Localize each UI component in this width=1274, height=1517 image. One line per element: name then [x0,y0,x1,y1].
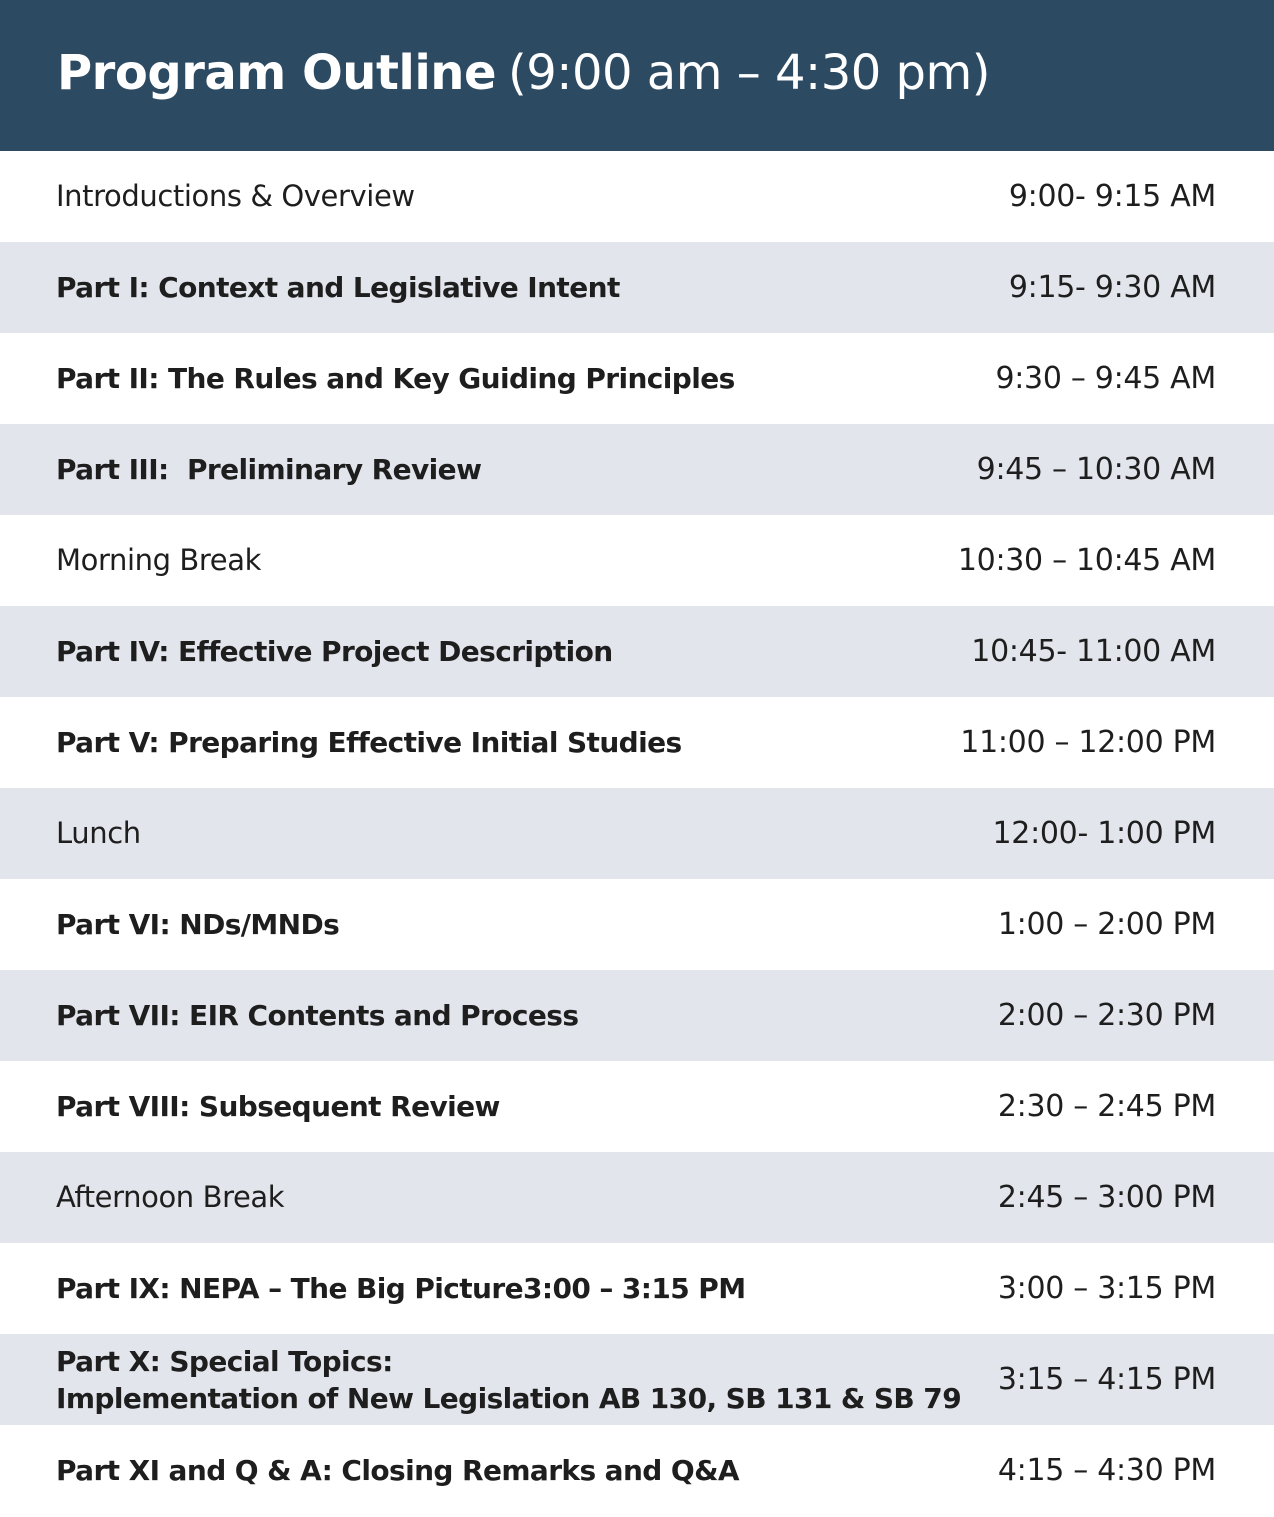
schedule-item-label-line-2: Implementation of New Legislation AB 130, SB 131 & SB 79 [56,1381,962,1415]
schedule-row-part-5 [0,697,1274,788]
schedule-item-time: 2:00 – 2:30 PM [997,998,1216,1033]
schedule-row-afternoon-break [0,1152,1274,1243]
schedule-row-part-9 [0,1243,1274,1334]
schedule-item-time: 9:45 – 10:30 AM [976,452,1216,487]
schedule-item-label: Afternoon Break [56,1180,285,1214]
schedule-item-time: 3:15 – 4:15 PM [997,1362,1216,1397]
schedule-item-time: 12:00- 1:00 PM [992,816,1216,851]
schedule-item-time: 2:30 – 2:45 PM [997,1089,1216,1124]
schedule-item-label: Part VII: EIR Contents and Process [56,999,579,1032]
schedule-row-part-4 [0,606,1274,697]
schedule-row-part-1 [0,242,1274,333]
schedule-row-part-8 [0,1061,1274,1152]
schedule-item-time: 4:15 – 4:30 PM [997,1453,1216,1488]
schedule-row-introductions [0,151,1274,242]
schedule-row-part-6 [0,879,1274,970]
schedule-item-time: 10:30 – 10:45 AM [957,543,1216,578]
schedule-item-label [56,1343,961,1417]
schedule-item-label: Part III: Preliminary Review [56,453,482,486]
schedule-item-label: Part VI: NDs/MNDs [56,908,340,941]
schedule-item-time: 11:00 – 12:00 PM [960,725,1216,760]
page-title: Program Outline [57,44,497,101]
program-outline-header [0,0,1274,151]
schedule-item-label: Part IX: NEPA – The Big Picture3:00 – 3:15 PM [56,1272,746,1305]
schedule-item-label: Introductions & Overview [56,179,415,213]
schedule-item-label-line-1: Part X: Special Topics: [56,1344,393,1378]
schedule-list [0,151,1274,1516]
schedule-row-part-3 [0,424,1274,515]
schedule-item-time: 3:00 – 3:15 PM [997,1271,1216,1306]
schedule-item-time: 2:45 – 3:00 PM [997,1180,1216,1215]
schedule-item-label: Part VIII: Subsequent Review [56,1090,500,1123]
schedule-item-label: Morning Break [56,543,262,577]
schedule-row-part-10 [0,1334,1274,1425]
schedule-item-time: 9:15- 9:30 AM [1008,270,1216,305]
schedule-item-label: Lunch [56,816,141,850]
schedule-item-time: 9:00- 9:15 AM [1008,179,1216,214]
page-subtitle: (9:00 am – 4:30 pm) [508,44,990,101]
schedule-item-label: Part XI and Q & A: Closing Remarks and Q&A [56,1454,739,1487]
schedule-row-lunch [0,788,1274,879]
schedule-item-label: Part I: Context and Legislative Intent [56,271,620,304]
schedule-item-label: Part II: The Rules and Key Guiding Principles [56,362,735,395]
header-title-group [57,45,990,101]
schedule-item-time: 1:00 – 2:00 PM [997,907,1216,942]
schedule-row-part-7 [0,970,1274,1061]
schedule-row-part-2 [0,333,1274,424]
schedule-item-time: 9:30 – 9:45 AM [995,361,1216,396]
schedule-row-part-11 [0,1425,1274,1516]
schedule-row-morning-break [0,515,1274,606]
schedule-item-label: Part V: Preparing Effective Initial Studies [56,726,682,759]
schedule-item-time: 10:45- 11:00 AM [971,634,1216,669]
schedule-item-label: Part IV: Effective Project Description [56,635,613,668]
